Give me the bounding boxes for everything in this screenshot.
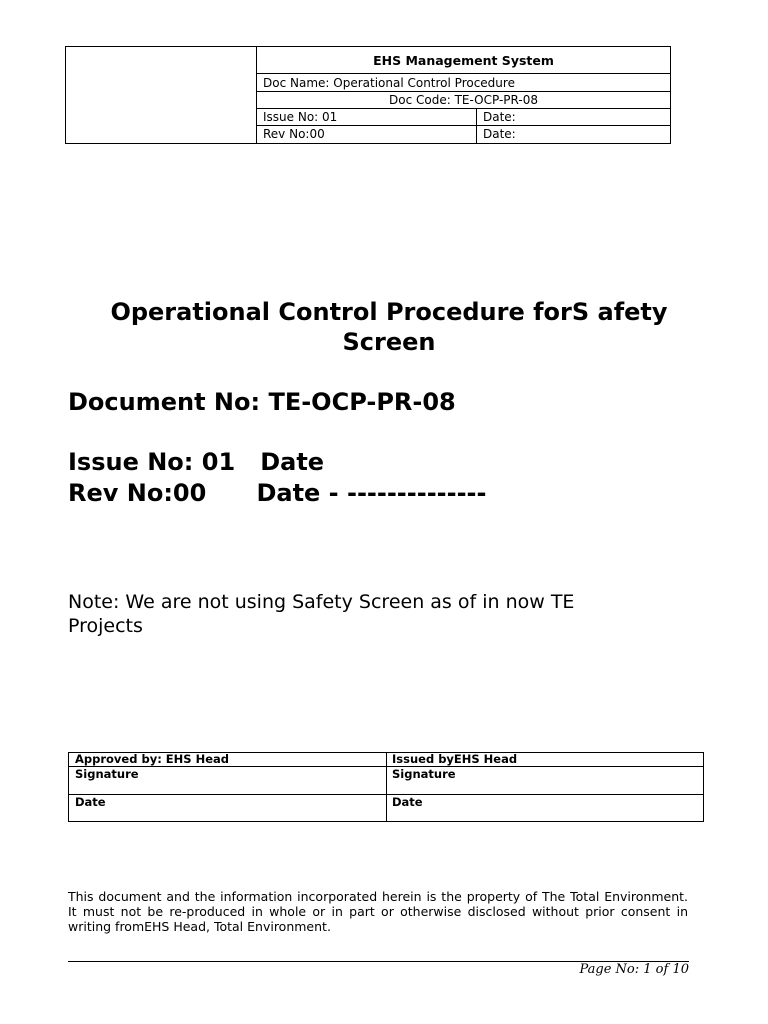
title-line-1: Operational Control Procedure forS afety — [110, 298, 668, 326]
page-number: Page No: 1 of 10 — [579, 962, 689, 977]
issue-row — [257, 109, 670, 126]
doc-code: Doc Code: TE-OCP-PR-08 — [257, 92, 670, 109]
header-table — [65, 46, 671, 144]
rev-line: Rev No:00 Date - -------------- — [68, 479, 487, 507]
date-right: Date — [392, 795, 423, 809]
title-line-2: Screen — [342, 328, 436, 356]
logo-cell — [66, 47, 257, 143]
issue-date: Date: — [483, 110, 516, 124]
rev-row — [257, 126, 670, 143]
note-text: Note: We are not using Safety Screen as of in now TE Projects — [68, 591, 575, 637]
approved-by: Approved by: EHS Head — [75, 752, 229, 766]
approval-rule-1 — [69, 766, 703, 767]
rev-no: Rev No:00 — [257, 126, 477, 143]
issue-line: Issue No: 01 Date — [68, 448, 325, 476]
disclaimer-text: This document and the information incorporated herein is the property of The Total Environment. It must not be re-produced in whole or in part or otherwise disclosed without prior consent in writing fromEHS Head, Total Environment. — [68, 889, 688, 934]
rev-date: Date: — [483, 127, 516, 141]
document-number: Document No: TE-OCP-PR-08 — [68, 388, 456, 416]
signature-right: Signature — [392, 767, 456, 781]
doc-name: Doc Name: Operational Control Procedure — [257, 74, 670, 92]
signature-left: Signature — [75, 767, 139, 781]
approval-rule-2 — [69, 794, 703, 795]
issue-no: Issue No: 01 — [257, 109, 477, 125]
system-title: EHS Management System — [257, 47, 670, 74]
date-left: Date — [75, 795, 106, 809]
approval-table — [68, 752, 704, 822]
issued-by: Issued byEHS Head — [392, 752, 518, 766]
document-title — [68, 297, 710, 357]
